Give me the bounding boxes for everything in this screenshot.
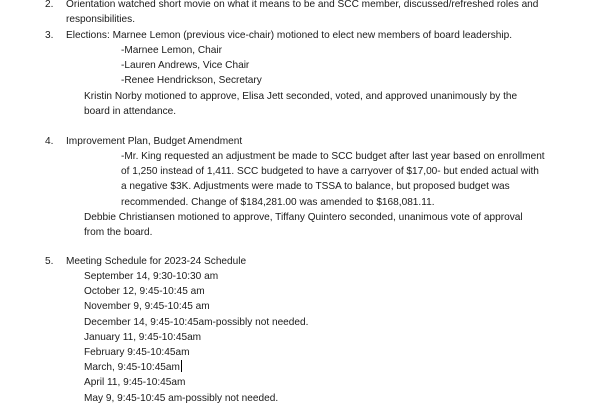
schedule-entry: December 14, 9:45-10:45am-possibly not needed. xyxy=(84,316,309,328)
item-heading: Meeting Schedule for 2023-24 Schedule xyxy=(66,256,247,267)
motion-line: from the board. xyxy=(84,227,153,239)
item-number: 2. xyxy=(45,0,54,10)
item-number: 4. xyxy=(45,136,54,147)
list-item-5 xyxy=(45,254,594,269)
motion-line: Kristin Norby motioned to approve, Elisa Jett seconded, voted, and approved unanimously by the xyxy=(84,91,518,102)
motion-line: board in attendance. xyxy=(84,106,177,118)
list-item-2 xyxy=(45,0,594,27)
schedule-entry: November 9, 9:45-10:45 am xyxy=(84,301,210,313)
officer-entry: -Marnee Lemon, Chair xyxy=(121,45,222,56)
schedule-entry: September 14, 9:30-10:30 am xyxy=(84,271,219,282)
meeting-schedule-list xyxy=(45,269,594,406)
text-cursor xyxy=(181,360,182,372)
motion-paragraph xyxy=(45,210,594,240)
schedule-entry[interactable]: March, 9:45-10:45am xyxy=(84,362,180,374)
item-number: 5. xyxy=(45,256,54,267)
motion-paragraph xyxy=(45,89,594,119)
list-item-3 xyxy=(45,28,594,43)
schedule-entry: January 11, 9:45-10:45am xyxy=(84,331,202,343)
officer-list xyxy=(45,43,594,89)
detail-line: a negative $3K. Adjustments were made to TSSA to balance, but proposed budget was xyxy=(121,181,510,193)
schedule-entry: October 12, 9:45-10:45 am xyxy=(84,286,205,298)
detail-line: of 1,250 instead of 1,411. SCC budgeted to have a carryover of $17,00- but ended actual with xyxy=(121,166,539,178)
list-item-4 xyxy=(45,134,594,149)
schedule-entry-row[interactable] xyxy=(45,360,594,375)
schedule-entry: May 9, 9:45-10:45 am-possibly not needed. xyxy=(84,392,279,404)
officer-entry: -Renee Hendrickson, Secretary xyxy=(121,75,262,87)
detail-line: recommended. Change of $184,281.00 was amended to $168,081.11. xyxy=(121,196,435,208)
item-number: 3. xyxy=(45,30,54,41)
motion-line: Debbie Christiansen motioned to approve, Tiffany Quintero seconded, unanimous vote of approval xyxy=(84,212,523,223)
item-heading: Elections: Marnee Lemon (previous vice-chair) motioned to elect new members of board leadership. xyxy=(66,30,513,41)
schedule-entry: February 9:45-10:45am xyxy=(84,347,190,359)
schedule-entry: April 11, 9:45-10:45am xyxy=(84,377,186,389)
budget-detail xyxy=(45,149,594,210)
item-text-line: Orientation watched short movie on what it means to be and SCC member, discussed/refreshed roles and xyxy=(66,0,539,10)
item-heading: Improvement Plan, Budget Amendment xyxy=(66,136,243,147)
officer-entry: -Lauren Andrews, Vice Chair xyxy=(121,60,250,72)
detail-line: -Mr. King requested an adjustment be made to SCC budget after last year based on enrollment xyxy=(121,151,545,162)
item-text-line: responsibilities. xyxy=(66,14,136,26)
